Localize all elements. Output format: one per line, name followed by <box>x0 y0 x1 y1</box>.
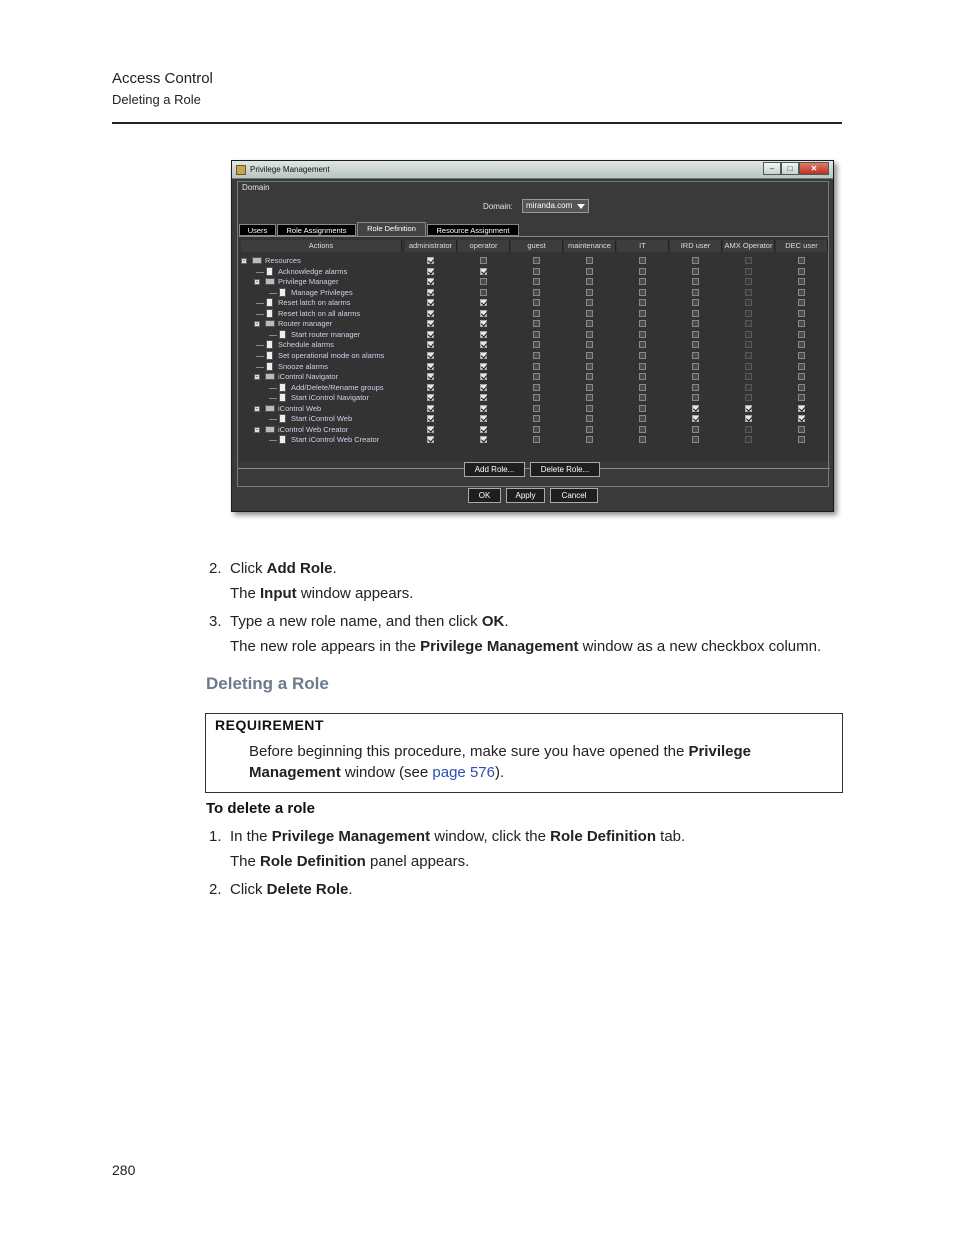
permission-checkbox[interactable] <box>533 320 540 327</box>
tab-resource-assignment[interactable]: Resource Assignment <box>427 224 519 236</box>
file-icon <box>266 351 273 360</box>
permission-checkbox[interactable] <box>427 415 434 422</box>
permission-checkbox[interactable] <box>586 257 593 264</box>
permission-checkbox <box>745 299 752 306</box>
permission-checkbox <box>745 268 752 275</box>
permission-checkbox[interactable] <box>533 257 540 264</box>
tree-row[interactable] <box>241 414 401 424</box>
permission-checkbox[interactable] <box>480 415 487 422</box>
cancel-button[interactable]: Cancel <box>550 488 598 503</box>
step-text-part: . <box>348 881 353 898</box>
permission-checkbox[interactable] <box>533 405 540 412</box>
permission-checkbox[interactable] <box>745 415 752 422</box>
permission-checkbox[interactable] <box>586 363 593 370</box>
step-text-part: window, click the <box>430 828 551 845</box>
permission-checkbox[interactable] <box>692 289 699 296</box>
column-header-actions: Actions <box>241 240 402 252</box>
tree-item-label: iControl Web <box>278 403 322 413</box>
tree-item-label: Acknowledge alarms <box>278 266 348 276</box>
permission-checkbox[interactable] <box>533 384 540 391</box>
tree-item-label: Start iControl Navigator <box>291 393 369 403</box>
procedure-heading: To delete a role <box>206 800 315 817</box>
permission-checkbox[interactable] <box>639 373 646 380</box>
permission-checkbox <box>745 436 752 443</box>
tree-item-label: Set operational mode on alarms <box>278 350 385 360</box>
step-text-bold: Add Role <box>266 560 333 577</box>
permission-checkbox[interactable] <box>798 310 805 317</box>
step-text-part: Type a new role name, and then click <box>230 613 482 630</box>
step-text-part: . <box>332 560 337 577</box>
permission-checkbox[interactable] <box>427 363 434 370</box>
permission-checkbox[interactable] <box>480 310 487 317</box>
tree-row[interactable] <box>241 383 401 393</box>
section-heading: Deleting a Role <box>206 674 329 693</box>
permission-checkbox[interactable] <box>533 268 540 275</box>
tree-item-label: Start iControl Web Creator <box>291 435 380 445</box>
tree-connector <box>256 367 264 368</box>
tree-item-label: Reset latch on all alarms <box>278 308 361 318</box>
file-icon <box>279 330 286 339</box>
step-text-bold: OK <box>481 613 505 630</box>
permission-checkbox[interactable] <box>692 426 699 433</box>
tree-item-label: Router manager <box>278 319 333 329</box>
permission-checkbox[interactable] <box>798 341 805 348</box>
domain-select[interactable] <box>522 199 589 213</box>
permission-checkbox[interactable] <box>427 341 434 348</box>
permission-checkbox[interactable] <box>798 320 805 327</box>
permission-checkbox[interactable] <box>427 405 434 412</box>
permission-checkbox[interactable] <box>692 310 699 317</box>
tree-connector <box>256 345 264 346</box>
permission-checkbox[interactable] <box>798 384 805 391</box>
tree-row[interactable] <box>241 288 401 298</box>
permission-checkbox[interactable] <box>692 278 699 285</box>
tree-row[interactable] <box>241 362 401 372</box>
permission-checkbox[interactable] <box>427 289 434 296</box>
step-text-part: Click <box>230 560 267 577</box>
permission-checkbox <box>745 257 752 264</box>
permission-checkbox[interactable] <box>692 363 699 370</box>
permission-checkbox[interactable] <box>427 268 434 275</box>
folder-icon <box>265 426 275 433</box>
step-result-part: The <box>230 585 261 602</box>
permission-checkbox[interactable] <box>798 278 805 285</box>
requirement-text <box>249 741 839 783</box>
tree-connector <box>269 398 277 399</box>
permission-checkbox[interactable] <box>480 436 487 443</box>
tab-role-definition[interactable]: Role Definition <box>357 222 426 236</box>
permission-checkbox[interactable] <box>533 363 540 370</box>
permission-checkbox[interactable] <box>427 384 434 391</box>
step-result-part: The new role appears in the <box>230 638 421 655</box>
permission-checkbox <box>745 341 752 348</box>
tree-row[interactable] <box>241 267 401 277</box>
expand-toggle-icon[interactable]: - <box>256 321 258 328</box>
permission-checkbox[interactable] <box>639 331 646 338</box>
step-text-part: Click <box>230 881 267 898</box>
permission-checkbox[interactable] <box>692 384 699 391</box>
step-number: 2. <box>209 560 222 577</box>
permission-checkbox[interactable] <box>427 426 434 433</box>
permission-checkbox <box>745 289 752 296</box>
permission-checkbox[interactable] <box>639 341 646 348</box>
permission-checkbox <box>745 320 752 327</box>
column-header-role: administrator <box>405 240 457 252</box>
step-result-part: The <box>230 853 261 870</box>
step-text-bold: Delete Role <box>266 881 349 898</box>
tree-connector <box>256 314 264 315</box>
permission-checkbox[interactable] <box>427 436 434 443</box>
permission-checkbox[interactable] <box>480 257 487 264</box>
tree-row[interactable] <box>241 298 401 308</box>
permission-checkbox[interactable] <box>427 373 434 380</box>
tree-item-label: Resources <box>265 256 301 265</box>
permission-checkbox[interactable] <box>639 394 646 401</box>
permission-checkbox[interactable] <box>692 436 699 443</box>
tree-connector <box>269 293 277 294</box>
permission-checkbox[interactable] <box>586 415 593 422</box>
permission-checkbox[interactable] <box>586 268 593 275</box>
permission-checkbox[interactable] <box>586 405 593 412</box>
permission-checkbox[interactable] <box>798 299 805 306</box>
domain-label: Domain: <box>483 202 513 211</box>
tree-row[interactable] <box>241 425 401 435</box>
file-icon <box>279 435 286 444</box>
page-header-title: Access Control <box>112 70 213 87</box>
column-header-role: IRD user <box>670 240 722 252</box>
permission-checkbox <box>745 373 752 380</box>
tree-item-label: Start router manager <box>291 329 361 339</box>
step-result-bold: Privilege Management <box>420 638 579 655</box>
permission-checkbox[interactable] <box>480 331 487 338</box>
permission-checkbox[interactable] <box>639 405 646 412</box>
add-role-button[interactable]: Add Role... <box>464 462 525 477</box>
permission-checkbox[interactable] <box>427 394 434 401</box>
permission-checkbox[interactable] <box>533 310 540 317</box>
step-text-part: In the <box>230 828 272 845</box>
permission-checkbox[interactable] <box>639 426 646 433</box>
step-result-part: window as a new checkbox column. <box>578 638 822 655</box>
maximize-icon[interactable]: □ <box>781 162 799 175</box>
tree-connector <box>256 303 264 304</box>
tree-connector <box>256 272 264 273</box>
tree-item-label: Privilege Manager <box>278 277 339 287</box>
page-number: 280 <box>112 1162 136 1178</box>
permission-checkbox[interactable] <box>480 363 487 370</box>
file-icon <box>279 383 286 392</box>
step-text <box>230 560 337 577</box>
permission-checkbox[interactable] <box>480 373 487 380</box>
tree-row[interactable] <box>241 404 401 414</box>
permission-checkbox[interactable] <box>798 436 805 443</box>
file-icon <box>266 340 273 349</box>
tree-row[interactable] <box>241 393 401 403</box>
window-titlebar <box>232 161 833 179</box>
permission-checkbox[interactable] <box>480 426 487 433</box>
column-header-role: IT <box>617 240 669 252</box>
tree-row[interactable] <box>241 340 401 350</box>
apply-button[interactable]: Apply <box>506 488 545 503</box>
tree-connector <box>269 388 277 389</box>
permission-checkbox[interactable] <box>639 363 646 370</box>
permission-checkbox[interactable] <box>798 289 805 296</box>
permission-checkbox[interactable] <box>798 363 805 370</box>
permission-checkbox[interactable] <box>533 341 540 348</box>
permission-checkbox[interactable] <box>639 436 646 443</box>
tree-item-label: Reset latch on alarms <box>278 298 351 308</box>
step-text-part: tab. <box>655 828 686 845</box>
permission-checkbox[interactable] <box>639 268 646 275</box>
page-link[interactable]: page 576 <box>432 764 495 781</box>
tree-item-label: Manage Privileges <box>291 287 353 297</box>
step-result <box>230 853 469 870</box>
column-header-role: maintenance <box>564 240 616 252</box>
permission-checkbox[interactable] <box>533 426 540 433</box>
ok-button[interactable]: OK <box>468 488 501 503</box>
file-icon <box>279 393 286 402</box>
window-title: Privilege Management <box>250 165 330 174</box>
column-header-role: operator <box>458 240 510 252</box>
step-result <box>230 585 413 602</box>
permission-checkbox[interactable] <box>427 331 434 338</box>
permission-checkbox <box>745 394 752 401</box>
step-text <box>230 881 353 898</box>
role-definition-panel <box>239 236 828 462</box>
permission-checkbox[interactable] <box>692 299 699 306</box>
step-text-bold: Role Definition <box>550 828 656 845</box>
permission-checkbox[interactable] <box>586 394 593 401</box>
permission-checkbox[interactable] <box>533 415 540 422</box>
permission-checkbox[interactable] <box>427 257 434 264</box>
step-text-part: . <box>504 613 509 630</box>
permission-checkbox[interactable] <box>533 289 540 296</box>
tree-connector <box>269 419 277 420</box>
permission-checkbox[interactable] <box>639 352 646 359</box>
permission-checkbox <box>745 426 752 433</box>
expand-toggle-icon[interactable]: - <box>256 374 258 381</box>
permission-checkbox[interactable] <box>480 289 487 296</box>
step-number: 3. <box>209 613 222 630</box>
permission-checkbox[interactable] <box>639 278 646 285</box>
tree-item-label: Start iControl Web <box>291 414 353 424</box>
tree-item-label: iControl Web Creator <box>278 424 349 434</box>
tab-role-assignments[interactable]: Role Assignments <box>277 224 356 236</box>
close-icon[interactable]: ✕ <box>799 162 829 175</box>
permission-checkbox <box>745 310 752 317</box>
permission-checkbox[interactable] <box>798 426 805 433</box>
tree-row[interactable] <box>241 319 401 329</box>
permission-checkbox[interactable] <box>798 352 805 359</box>
header-rule <box>112 122 842 124</box>
permission-checkbox[interactable] <box>586 299 593 306</box>
folder-icon <box>265 320 275 327</box>
permission-checkbox[interactable] <box>798 415 805 422</box>
domain-select-value: miranda.com <box>526 201 573 210</box>
folder-icon <box>265 405 275 412</box>
permission-checkbox[interactable] <box>798 405 805 412</box>
expand-toggle-icon[interactable]: - <box>243 258 245 264</box>
minimize-icon[interactable]: – <box>763 162 781 175</box>
permission-checkbox <box>745 384 752 391</box>
permission-checkbox[interactable] <box>480 320 487 327</box>
tree-connector <box>256 356 264 357</box>
requirement-text-part: Before beginning this procedure, make sure you have opened the <box>249 743 689 760</box>
step-number: 1. <box>209 828 222 845</box>
permission-checkbox[interactable] <box>480 405 487 412</box>
requirement-text-bold: Privilege Management <box>249 743 752 781</box>
permission-checkbox[interactable] <box>586 331 593 338</box>
expand-toggle-icon[interactable]: - <box>256 279 258 286</box>
domain-group <box>237 181 829 487</box>
step-text-bold: Privilege Management <box>271 828 431 845</box>
permission-checkbox[interactable] <box>427 310 434 317</box>
permission-checkbox[interactable] <box>586 426 593 433</box>
permission-checkbox[interactable] <box>533 373 540 380</box>
permission-checkbox[interactable] <box>639 257 646 264</box>
file-icon <box>266 298 273 307</box>
expand-toggle-icon[interactable]: - <box>256 426 258 433</box>
permission-checkbox[interactable] <box>639 415 646 422</box>
folder-icon <box>252 257 262 264</box>
file-icon <box>266 309 273 318</box>
permission-checkbox[interactable] <box>586 341 593 348</box>
permission-checkbox[interactable] <box>692 352 699 359</box>
expand-toggle-icon[interactable]: - <box>256 405 258 412</box>
permission-checkbox[interactable] <box>798 268 805 275</box>
permission-checkbox <box>745 352 752 359</box>
permission-checkbox <box>745 331 752 338</box>
domain-legend: Domain <box>242 183 270 192</box>
permission-checkbox[interactable] <box>533 394 540 401</box>
requirement-text-part: ). <box>494 764 505 781</box>
permission-checkbox[interactable] <box>586 436 593 443</box>
step-result-bold: Input <box>260 585 297 602</box>
permission-checkbox[interactable] <box>586 320 593 327</box>
folder-icon <box>265 373 275 380</box>
permission-checkbox[interactable] <box>639 299 646 306</box>
permission-checkbox[interactable] <box>798 373 805 380</box>
file-icon <box>266 267 273 276</box>
chevron-down-icon <box>577 204 585 209</box>
file-icon <box>279 288 286 297</box>
column-header-role: AMX Operator <box>723 240 775 252</box>
permission-checkbox[interactable] <box>692 415 699 422</box>
permission-checkbox[interactable] <box>639 384 646 391</box>
permission-checkbox[interactable] <box>427 278 434 285</box>
permission-checkbox[interactable] <box>798 394 805 401</box>
step-result-part: window appears. <box>296 585 414 602</box>
permission-checkbox <box>745 363 752 370</box>
permission-checkbox[interactable] <box>427 352 434 359</box>
tree-row[interactable] <box>241 277 401 287</box>
permission-checkbox <box>745 278 752 285</box>
permission-checkbox[interactable] <box>480 268 487 275</box>
permission-checkbox[interactable] <box>586 373 593 380</box>
permission-checkbox[interactable] <box>692 320 699 327</box>
permission-checkbox[interactable] <box>798 257 805 264</box>
permission-checkbox[interactable] <box>533 352 540 359</box>
permission-checkbox[interactable] <box>692 257 699 264</box>
tree-row[interactable] <box>241 372 401 382</box>
permission-checkbox[interactable] <box>639 310 646 317</box>
tree-item-label: Snooze alarms <box>278 361 329 371</box>
app-icon <box>236 165 246 175</box>
permission-checkbox[interactable] <box>480 341 487 348</box>
requirement-box <box>205 713 843 793</box>
step-result <box>230 638 821 655</box>
permission-checkbox[interactable] <box>533 278 540 285</box>
privilege-management-window <box>231 160 834 512</box>
permission-checkbox[interactable] <box>480 278 487 285</box>
permission-checkbox[interactable] <box>427 320 434 327</box>
permission-checkbox[interactable] <box>480 384 487 391</box>
step-number: 2. <box>209 881 222 898</box>
permission-checkbox[interactable] <box>639 320 646 327</box>
permission-checkbox[interactable] <box>533 436 540 443</box>
permission-checkbox[interactable] <box>692 394 699 401</box>
tree-item-label: iControl Navigator <box>278 372 339 382</box>
delete-role-button[interactable]: Delete Role... <box>530 462 600 477</box>
permission-checkbox[interactable] <box>798 331 805 338</box>
file-icon <box>279 414 286 423</box>
permission-checkbox[interactable] <box>480 394 487 401</box>
step-result-part: panel appears. <box>365 853 470 870</box>
tree-row[interactable] <box>241 330 401 340</box>
permission-checkbox[interactable] <box>692 373 699 380</box>
file-icon <box>266 362 273 371</box>
step-text <box>230 613 508 630</box>
tree-row[interactable] <box>241 351 401 361</box>
permission-checkbox[interactable] <box>745 405 752 412</box>
folder-icon <box>265 278 275 285</box>
tree-item-label: Schedule alarms <box>278 340 334 350</box>
permission-checkbox[interactable] <box>586 310 593 317</box>
permission-checkbox[interactable] <box>586 384 593 391</box>
column-header-role: guest <box>511 240 563 252</box>
column-header-role: DEC user <box>776 240 828 252</box>
permission-checkbox[interactable] <box>480 299 487 306</box>
permission-checkbox[interactable] <box>586 289 593 296</box>
permission-checkbox[interactable] <box>692 341 699 348</box>
permission-checkbox[interactable] <box>586 352 593 359</box>
step-result-bold: Role Definition <box>260 853 366 870</box>
permission-checkbox[interactable] <box>533 299 540 306</box>
step-text <box>230 828 685 845</box>
page-header-subtitle: Deleting a Role <box>112 92 201 107</box>
tree-row[interactable] <box>241 435 401 445</box>
tree-connector <box>269 440 277 441</box>
permission-checkbox[interactable] <box>639 289 646 296</box>
requirement-text-part: window (see <box>340 764 433 781</box>
permission-checkbox[interactable] <box>480 352 487 359</box>
permission-checkbox[interactable] <box>427 299 434 306</box>
permission-checkbox[interactable] <box>692 331 699 338</box>
permission-checkbox[interactable] <box>586 278 593 285</box>
permission-checkbox[interactable] <box>533 331 540 338</box>
permission-checkbox[interactable] <box>692 405 699 412</box>
requirement-heading: REQUIREMENT <box>215 717 324 733</box>
tree-connector <box>269 335 277 336</box>
permission-checkbox[interactable] <box>692 268 699 275</box>
tab-users[interactable]: Users <box>239 224 276 236</box>
tree-row[interactable] <box>241 309 401 319</box>
tree-item-label: Add/Delete/Rename groups <box>291 382 384 392</box>
tree-row[interactable] <box>241 256 401 266</box>
